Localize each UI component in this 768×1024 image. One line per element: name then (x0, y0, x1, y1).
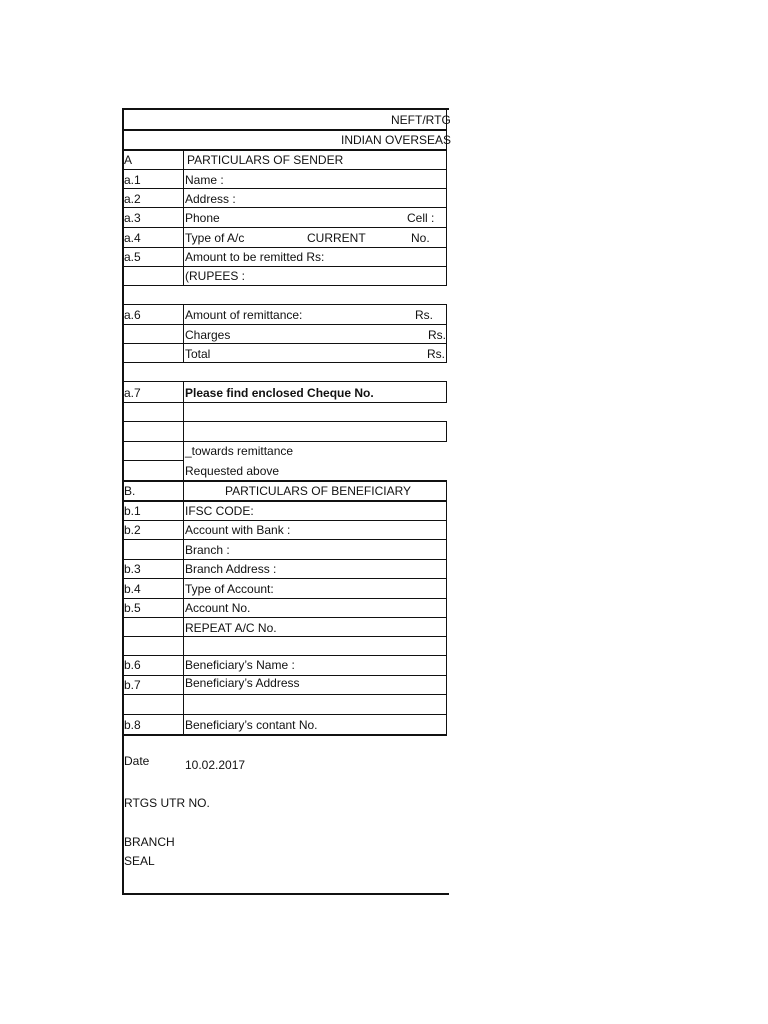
row-code: b.1 (124, 504, 141, 518)
sender-address-label: Address : (185, 192, 236, 206)
sender-cell-label: Cell : (407, 211, 435, 225)
remittance-label: Amount of remittance: (185, 308, 303, 322)
rule (122, 460, 184, 461)
rule (122, 188, 447, 189)
row-code: a.7 (124, 386, 141, 400)
rule (122, 362, 447, 363)
ifsc-label: IFSC CODE: (185, 504, 254, 518)
rule (122, 734, 447, 736)
row-code: a.5 (124, 250, 141, 264)
rule (122, 381, 447, 382)
rule (122, 285, 447, 286)
rule (122, 694, 447, 695)
charges-label: Charges (185, 328, 231, 342)
section-b-code: B. (124, 484, 136, 498)
row-code: b.2 (124, 523, 141, 537)
beneficiary-name-label: Beneficiary’s Name : (185, 658, 295, 672)
date-label: Date (124, 754, 150, 768)
rule (122, 598, 447, 599)
bank-label: Account with Bank : (185, 523, 291, 537)
cheque-label: Please find enclosed Cheque No. (185, 386, 374, 400)
rule (122, 402, 447, 403)
account-no-label: No. (411, 231, 430, 245)
section-a-heading: PARTICULARS OF SENDER (187, 153, 344, 167)
rule (122, 169, 447, 170)
branch-label: Branch : (185, 543, 230, 557)
rule (122, 421, 447, 422)
requested-above: Requested above (185, 464, 280, 478)
row-code: b.8 (124, 718, 141, 732)
row-code: a.2 (124, 192, 141, 206)
rule (122, 343, 447, 344)
row-code: a.3 (124, 211, 141, 225)
account-type-value: CURRENT (307, 231, 366, 245)
row-code: a.6 (124, 308, 141, 322)
right-border (446, 304, 447, 362)
sender-name-label: Name : (185, 173, 224, 187)
beneficiary-address-label: Beneficiary’s Address (185, 676, 300, 690)
column-divider (183, 480, 184, 734)
right-border (446, 480, 447, 734)
row-code: b.6 (124, 658, 141, 672)
section-b-heading: PARTICULARS OF BENEFICIARY (225, 484, 412, 498)
row-code: b.3 (124, 562, 141, 576)
total-rs: Rs. (427, 347, 445, 361)
row-code: b.7 (124, 678, 141, 692)
sender-phone-label: Phone (185, 211, 220, 225)
rule (122, 227, 447, 228)
row-code: a.1 (124, 173, 141, 187)
date-value: 10.02.2017 (185, 758, 246, 772)
repeat-account-label: REPEAT A/C No. (185, 621, 277, 635)
rule (122, 617, 447, 618)
account-no-label: Account No. (185, 601, 251, 615)
rule (122, 324, 447, 325)
rule (122, 636, 447, 637)
account-type-label: Type of A/c (185, 231, 245, 245)
rule (122, 559, 447, 560)
charges-rs: Rs. (428, 328, 446, 342)
branch-seal-label: SEAL (124, 854, 155, 868)
row-code: b.5 (124, 601, 141, 615)
rupees-label: (RUPEES : (185, 269, 246, 283)
rule (122, 304, 447, 305)
rule (122, 207, 447, 208)
branch-seal-label: BRANCH (124, 835, 175, 849)
rule (122, 539, 447, 540)
rule (122, 500, 447, 502)
utr-label: RTGS UTR NO. (124, 796, 210, 810)
beneficiary-contact-label: Beneficiary’s contant No. (185, 718, 318, 732)
account-type-label: Type of Account: (185, 582, 274, 596)
row-code: a.4 (124, 231, 141, 245)
rule (122, 266, 447, 267)
rule (122, 578, 447, 579)
total-label: Total (185, 347, 211, 361)
bank-name: INDIAN OVERSEAS (341, 133, 452, 147)
column-divider (183, 381, 184, 480)
towards-remittance: _towards remittance (185, 444, 294, 458)
form-title: NEFT/RTG (391, 113, 451, 127)
right-border (446, 421, 447, 441)
section-a-code: A (124, 153, 133, 167)
amount-label: Amount to be remitted Rs: (185, 250, 325, 264)
row-code: b.4 (124, 582, 141, 596)
column-divider (183, 149, 184, 285)
column-divider (183, 304, 184, 362)
remittance-rs: Rs. (415, 308, 433, 322)
rule (122, 714, 447, 715)
branch-address-label: Branch Address : (185, 562, 277, 576)
right-border (446, 381, 447, 402)
